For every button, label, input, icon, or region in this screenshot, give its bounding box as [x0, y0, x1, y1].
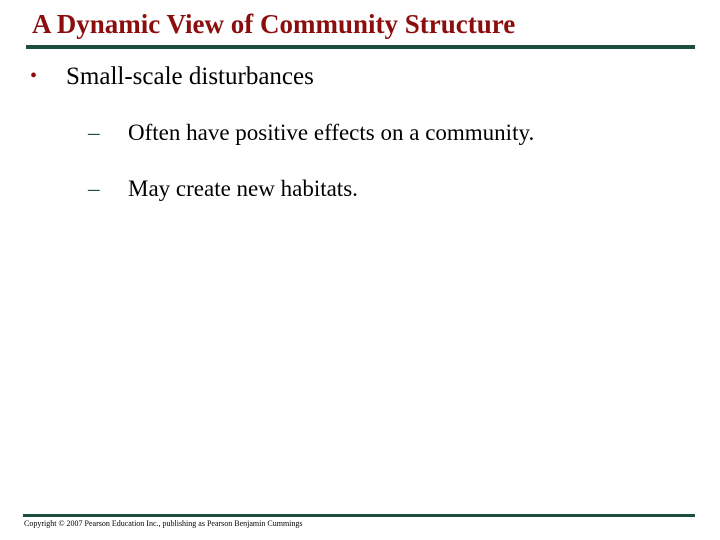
- slide-title: A Dynamic View of Community Structure: [32, 9, 516, 39]
- title-divider: [26, 45, 695, 49]
- sub-bullet-text: May create new habitats.: [128, 176, 358, 201]
- footer-divider: [23, 514, 695, 517]
- sub-bullet-text: Often have positive effects on a community.: [128, 120, 535, 145]
- sub-bullet-item: [88, 120, 534, 146]
- sub-bullet-item: [88, 176, 358, 202]
- dash-marker: –: [88, 120, 100, 145]
- dash-marker: –: [88, 176, 100, 201]
- bullet-text: Small-scale disturbances: [66, 63, 314, 90]
- copyright-footer: Copyright © 2007 Pearson Education Inc., publishing as Pearson Benjamin Cummings: [24, 519, 303, 528]
- bullet-item: [30, 63, 314, 91]
- bullet-marker: •: [30, 65, 38, 87]
